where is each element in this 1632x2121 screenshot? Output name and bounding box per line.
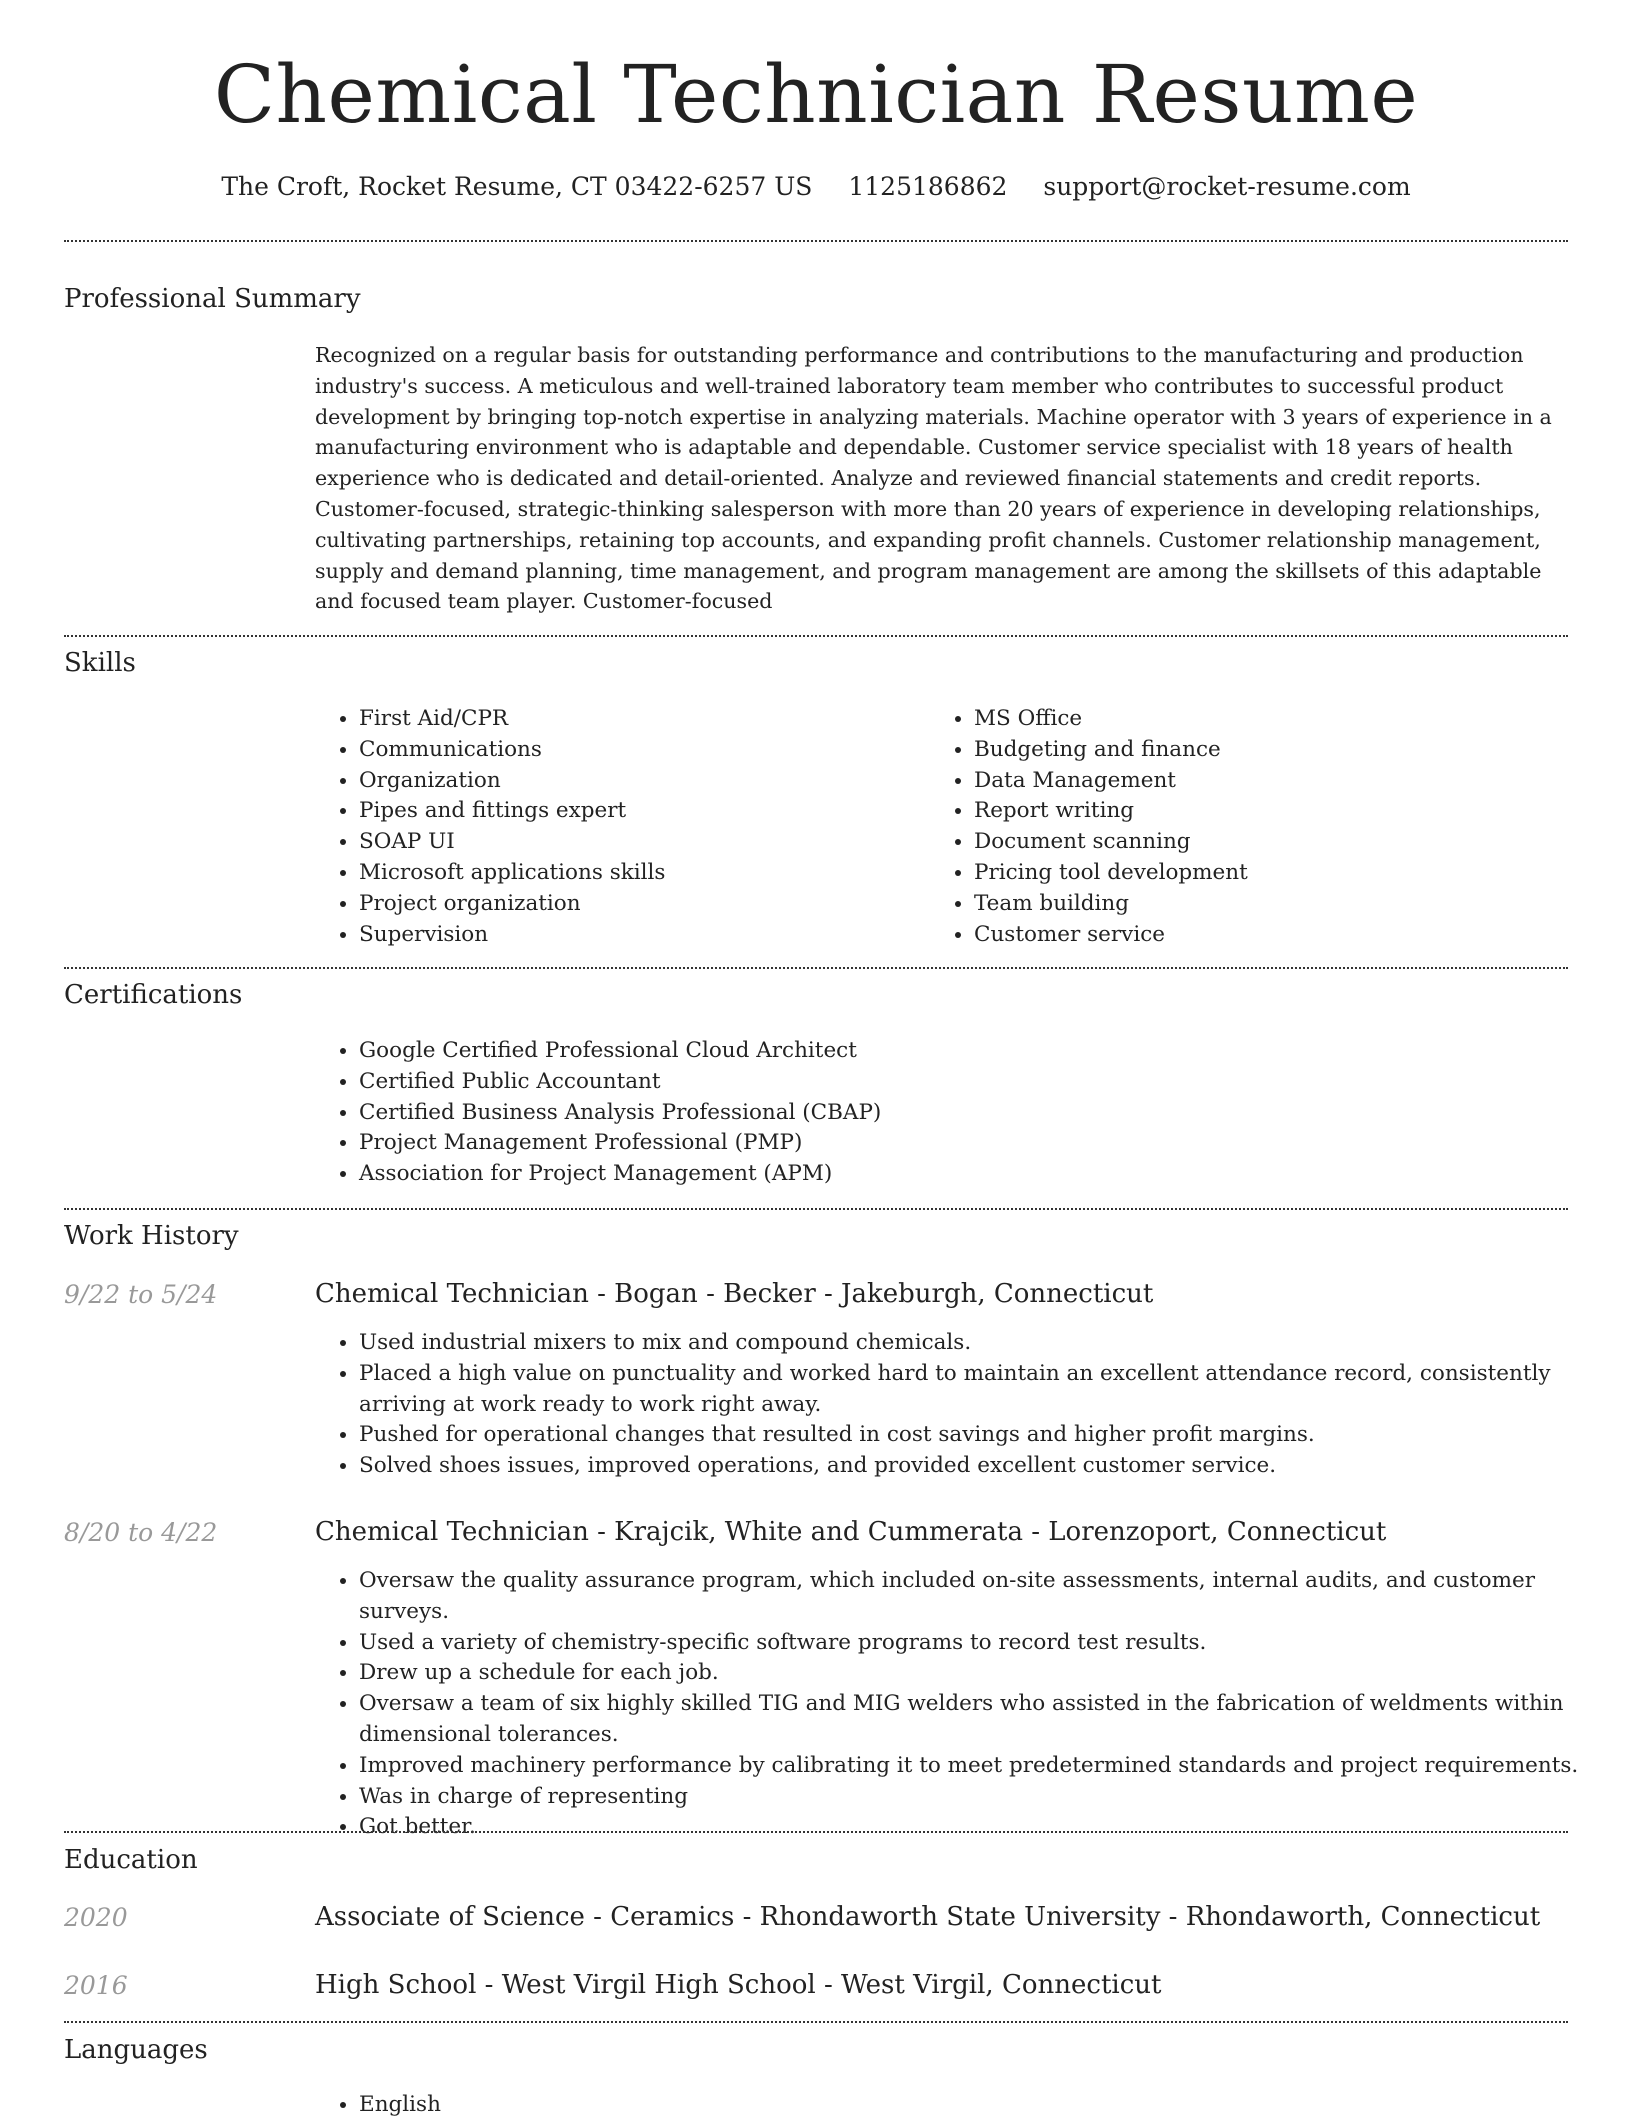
- skill-item: • MS Office: [974, 704, 1574, 735]
- job-bullet: • Solved shoes issues, improved operations, and provided excellent customer service.: [359, 1451, 1609, 1482]
- certification-item: • Project Management Professional (PMP): [359, 1128, 1565, 1159]
- skills-section: [315, 704, 1565, 954]
- divider: [64, 240, 1568, 242]
- job-bullet: • Placed a high value on punctuality and worked hard to maintain an excellent attendance record, consistently arriving at work ready to work right away.: [359, 1359, 1609, 1421]
- skill-item: • Communications: [359, 735, 959, 766]
- skill-item: • Document scanning: [974, 827, 1574, 858]
- contact-line: [0, 172, 1632, 201]
- languages-list: [315, 2090, 1565, 2121]
- contact-phone: 1125186862: [848, 172, 1008, 201]
- job-title: Chemical Technician - Krajcik, White and Cummerata - Lorenzoport, Connecticut: [315, 1517, 1387, 1547]
- skills-list-right: [930, 704, 1574, 950]
- certification-item: • Association for Project Management (APM): [359, 1159, 1565, 1190]
- job-bullet: • Oversaw a team of six highly skilled TIG and MIG welders who assisted in the fabrication of weldments within dimensional tolerances.: [359, 1689, 1609, 1751]
- contact-email: support@rocket-resume.com: [1043, 172, 1411, 201]
- job-title: Chemical Technician - Bogan - Becker - Jakeburgh, Connecticut: [315, 1279, 1154, 1309]
- certifications-list: [315, 1036, 1565, 1190]
- skill-item: • First Aid/CPR: [359, 704, 959, 735]
- job-bullet: • Was in charge of representing: [359, 1782, 1609, 1813]
- contact-address: The Croft, Rocket Resume, CT 03422-6257 US: [221, 172, 813, 201]
- skill-item: • Customer service: [974, 920, 1574, 951]
- education-year: 2020: [64, 1903, 128, 1932]
- divider: [64, 967, 1568, 969]
- education-heading: Education: [64, 1845, 198, 1875]
- divider: [64, 2021, 1568, 2023]
- summary-heading: Professional Summary: [64, 284, 361, 314]
- certification-item: • Google Certified Professional Cloud Architect: [359, 1036, 1565, 1067]
- job-bullet: • Pushed for operational changes that resulted in cost savings and higher profit margins.: [359, 1420, 1609, 1451]
- divider: [64, 1208, 1568, 1210]
- certifications-section: [315, 1036, 1565, 1190]
- summary-text: Recognized on a regular basis for outstanding performance and contributions to the manufacturing and production industry's success. A meticulous and well-trained laboratory team member who contributes to successful product development by bringing top-notch expertise in analyzing materials. Machine operator with 3 years of experience in a manufacturing environment who is adaptable and dependable. Customer service specialist with 18 years of health experience who is dedicated and detail-oriented. Analyze and reviewed financial statements and credit reports. Customer-focused, strategic-thinking salesperson with more than 20 years of experience in developing relationships, cultivating partnerships, retaining top accounts, and expanding profit channels. Customer relationship management, supply and demand planning, time management, and program management are among the skillsets of this adaptable and focused team player. Customer-focused: [315, 343, 1552, 614]
- skills-heading: Skills: [64, 648, 136, 678]
- job-dates: 8/20 to 4/22: [64, 1518, 218, 1547]
- certification-item: • Certified Business Analysis Professional (CBAP): [359, 1098, 1565, 1129]
- skill-item: • Pipes and fittings expert: [359, 796, 959, 827]
- skill-item: • Team building: [974, 889, 1574, 920]
- skill-item: • Supervision: [359, 920, 959, 951]
- divider: [64, 635, 1568, 637]
- job-bullets: [315, 1328, 1609, 1482]
- languages-section: [315, 2090, 1565, 2121]
- job-bullet: • Used a variety of chemistry-specific software programs to record test results.: [359, 1628, 1609, 1659]
- skill-item: • Budgeting and finance: [974, 735, 1574, 766]
- skill-item: • SOAP UI: [359, 827, 959, 858]
- skills-list-left: [315, 704, 959, 950]
- job-bullet: • Oversaw the quality assurance program, which included on-site assessments, internal audits, and customer surveys.: [359, 1566, 1609, 1628]
- job-bullet: • Got better.: [359, 1812, 1609, 1843]
- job-bullet: • Used industrial mixers to mix and compound chemicals.: [359, 1328, 1609, 1359]
- job-bullet: • Drew up a schedule for each job.: [359, 1658, 1609, 1689]
- skill-item: • Report writing: [974, 796, 1574, 827]
- skill-item: • Project organization: [359, 889, 959, 920]
- education-year: 2016: [64, 1971, 128, 2000]
- skill-item: • Pricing tool development: [974, 858, 1574, 889]
- skill-item: • Organization: [359, 766, 959, 797]
- page-title: Chemical Technician Resume: [213, 48, 1419, 141]
- summary-section: [315, 340, 1565, 617]
- certification-item: • Certified Public Accountant: [359, 1067, 1565, 1098]
- work-heading: Work History: [64, 1221, 239, 1251]
- divider: [64, 1831, 1568, 1833]
- language-item: • English: [359, 2090, 1565, 2121]
- job-bullets: [315, 1566, 1609, 1843]
- job-bullet: • Improved machinery performance by calibrating it to meet predetermined standards and project requirements.: [359, 1751, 1609, 1782]
- education-entry: Associate of Science - Ceramics - Rhondaworth State University - Rhondaworth, Connecticut: [315, 1902, 1541, 1932]
- skill-item: • Data Management: [974, 766, 1574, 797]
- education-entry: High School - West Virgil High School - West Virgil, Connecticut: [315, 1970, 1162, 2000]
- skill-item: • Microsoft applications skills: [359, 858, 959, 889]
- languages-heading: Languages: [64, 2035, 208, 2065]
- job-dates: 9/22 to 5/24: [64, 1280, 218, 1309]
- certifications-heading: Certifications: [64, 980, 243, 1010]
